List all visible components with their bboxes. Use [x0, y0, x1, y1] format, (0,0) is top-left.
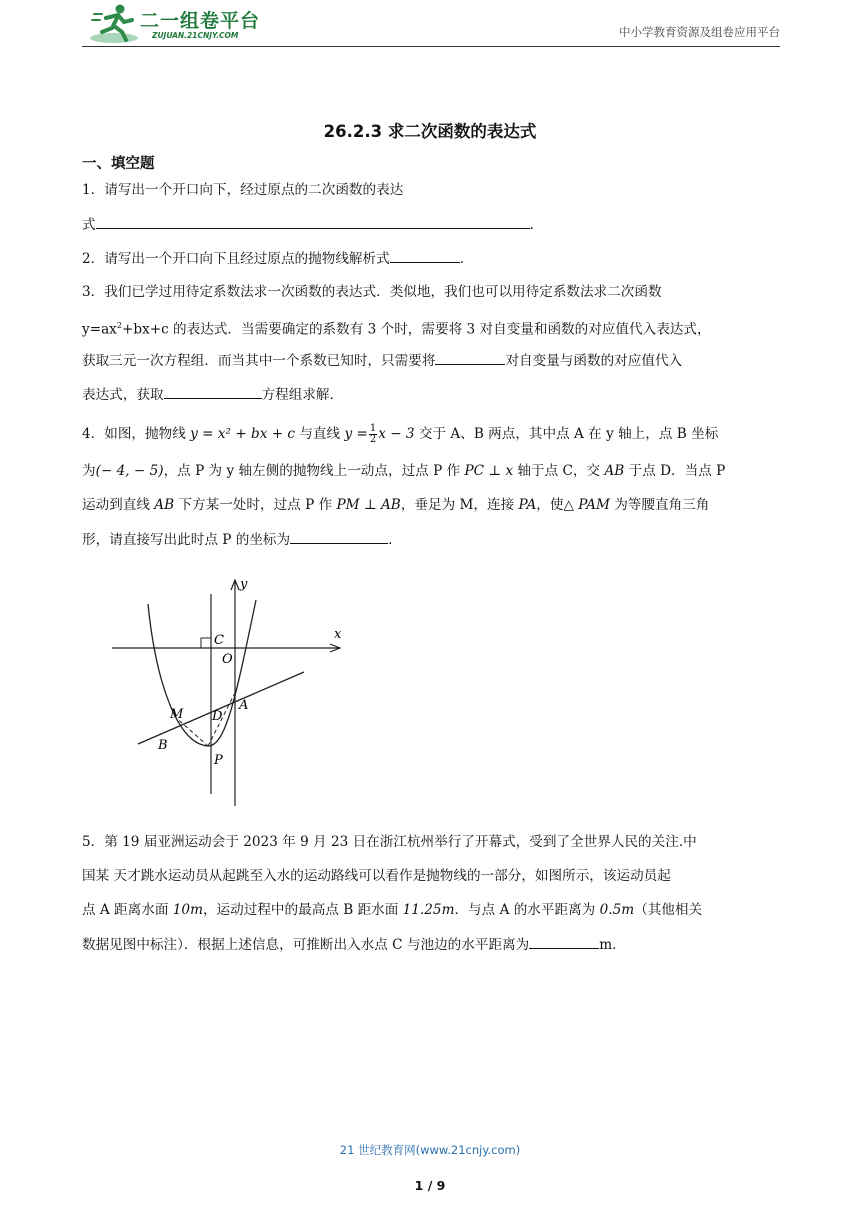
section-heading: 一、填空题: [82, 156, 155, 172]
question-1-text-post: .: [529, 217, 534, 233]
origin-label: O: [222, 652, 233, 667]
question-5-text-post: m．: [599, 937, 626, 953]
point-d-label: D: [212, 709, 223, 724]
segment-ab-2: AB: [154, 497, 175, 513]
height-b-value: 11.25m: [402, 902, 455, 918]
question-3-text-3: 获取三元一次方程组．而当其中一个系数已知时，只需要将: [82, 353, 436, 369]
point-c-label: C: [214, 633, 224, 648]
question-3-text-3b: 对自变量与函数的对应值代入: [505, 353, 683, 369]
question-4-text-10: ，垂足为 M，连接: [400, 497, 515, 513]
question-4-text-2: 与直线: [299, 426, 341, 442]
question-4-text-post: .: [388, 532, 393, 548]
point-a-label: A: [239, 698, 249, 713]
question-2: [82, 248, 464, 269]
question-3-text-4b: 方程组求解．: [261, 387, 344, 403]
question-3-line-1: [82, 282, 662, 302]
question-5-line-1: [82, 832, 697, 852]
question-3-text-2: +bx+c 的表达式．当需要确定的系数有 3 个时，需要将 3 对自变量和函数的对应值代入表达式，: [121, 321, 711, 338]
question-5-text-7: 数据见图中标注）．根据上述信息，可推断出入水点 C 与池边的水平距离为: [82, 937, 530, 953]
question-3-line-4: [82, 384, 343, 405]
question-3-exponent: 2: [116, 321, 122, 330]
question-5-text-6: （其他相关: [634, 902, 703, 918]
question-4-line-4: [82, 529, 392, 550]
question-4-text-9: 下方某一处时，过点 P 作: [178, 497, 333, 513]
question-3-line-3: [82, 350, 682, 371]
x-axis-label: x: [334, 627, 342, 642]
runner-logo-icon: [88, 2, 140, 46]
page-header: [82, 0, 780, 47]
point-b-label: B: [158, 738, 168, 753]
question-2-answer-blank[interactable]: [390, 248, 460, 263]
question-5-line-3: [82, 900, 702, 920]
right-angle-mark: [201, 638, 211, 648]
question-2-text: 2．请写出一个开口向下且经过原点的抛物线解析式: [82, 251, 390, 267]
parabola-equation: y = x² + bx + c: [190, 426, 296, 442]
point-m-label: M: [170, 707, 184, 722]
triangle-pam: △ PAM: [563, 497, 610, 513]
fraction-denominator: 2: [369, 434, 377, 445]
question-4-text-12: 为等腰直角三角: [614, 497, 710, 513]
question-4-text-6: 轴于点 C，交: [517, 463, 601, 479]
question-3-formula: y=ax: [82, 321, 117, 338]
parabola-figure: [108, 574, 348, 808]
question-1-text-pre: 式: [82, 217, 96, 233]
question-3-text-1: 3．我们已学过用待定系数法求一次函数的表达式．类似地，我们也可以用待定系数法求二次函数: [82, 284, 662, 300]
question-1-line-1: [82, 180, 403, 200]
question-5-text-1: 5．第 19 届亚洲运动会于 2023 年 9 月 23 日在浙江杭州举行了开幕式，受到了全世界人民的关注.中: [82, 834, 697, 850]
footer-website-link[interactable]: 21 世纪教育网(www.21cnjy.com): [339, 1143, 521, 1157]
line-equation-rhs: x − 3: [378, 426, 415, 442]
question-4-text-7: 于点 D．当点 P: [628, 463, 726, 479]
question-3-line-2: [82, 316, 711, 340]
question-4-text-3: 交于 A、B 两点，其中点 A 在 y 轴上，点 B 坐标: [418, 426, 719, 442]
logo-subtext: ZUJUAN.21CNJY.COM: [152, 31, 239, 40]
question-1-text: 1．请写出一个开口向下，经过原点的二次函数的表达: [82, 182, 404, 198]
question-4-text-11: ，使: [536, 497, 564, 513]
header-tagline: 中小学教育资源及组卷应用平台: [619, 25, 780, 39]
question-2-text-post: .: [459, 251, 465, 267]
perpendicular-pm: PM ⊥ AB: [336, 497, 401, 513]
question-3-answer-blank-2[interactable]: [164, 384, 262, 399]
fraction-one-half: [369, 424, 377, 445]
question-4-text-1: 4．如图，抛物线: [82, 426, 186, 442]
question-5-text-5: ．与点 A 的水平距离为: [454, 902, 596, 918]
parabola-curve: [148, 600, 256, 746]
question-4-text-13: 形，请直接写出此时点 P 的坐标为: [82, 532, 291, 548]
question-4-line-1: [82, 424, 718, 445]
question-4-text-5: ，点 P 为 y 轴左侧的抛物线上一动点，过点 P 作: [163, 463, 461, 479]
point-p-label: P: [214, 753, 223, 768]
question-4-line-2: [82, 461, 725, 481]
question-5-text-4: ，运动过程中的最高点 B 距水面: [202, 902, 399, 918]
question-1-answer-blank[interactable]: [96, 214, 530, 229]
height-a-value: 10m: [172, 902, 203, 918]
segment-pa: PA: [518, 497, 537, 513]
logo-text: 二一组卷平台: [140, 10, 261, 32]
question-5-line-2: [82, 866, 671, 886]
question-3-text-4: 表达式，获取: [82, 387, 164, 403]
question-5-line-4: [82, 934, 626, 955]
question-4-answer-blank[interactable]: [290, 529, 388, 544]
question-4-text-8: 运动到直线: [82, 497, 150, 513]
fraction-numerator: 1: [369, 423, 377, 434]
line-equation-lhs: y =: [344, 426, 368, 442]
question-5-text-3: 点 A 距离水面: [82, 902, 169, 918]
question-4-line-3: [82, 495, 709, 515]
perpendicular-pc: PC ⊥ x: [464, 463, 514, 479]
question-3-answer-blank-1[interactable]: [435, 350, 505, 365]
segment-ab: AB: [604, 463, 625, 479]
question-5-answer-blank[interactable]: [529, 934, 599, 949]
page-number: 1 / 9: [414, 1178, 446, 1193]
y-axis-label: y: [240, 577, 248, 592]
document-title: 26.2.3 求二次函数的表达式: [323, 122, 537, 141]
horizontal-distance-value: 0.5m: [599, 902, 635, 918]
point-b-coordinate: (− 4, − 5): [95, 463, 164, 479]
question-4-text-4: 为: [82, 463, 96, 479]
site-logo: [88, 2, 278, 44]
question-5-text-2: 国某 天才跳水运动员从起跳至入水的运动路线可以看作是抛物线的一部分，如图所示，该运动员起: [82, 868, 671, 884]
question-1-line-2: [82, 214, 534, 235]
